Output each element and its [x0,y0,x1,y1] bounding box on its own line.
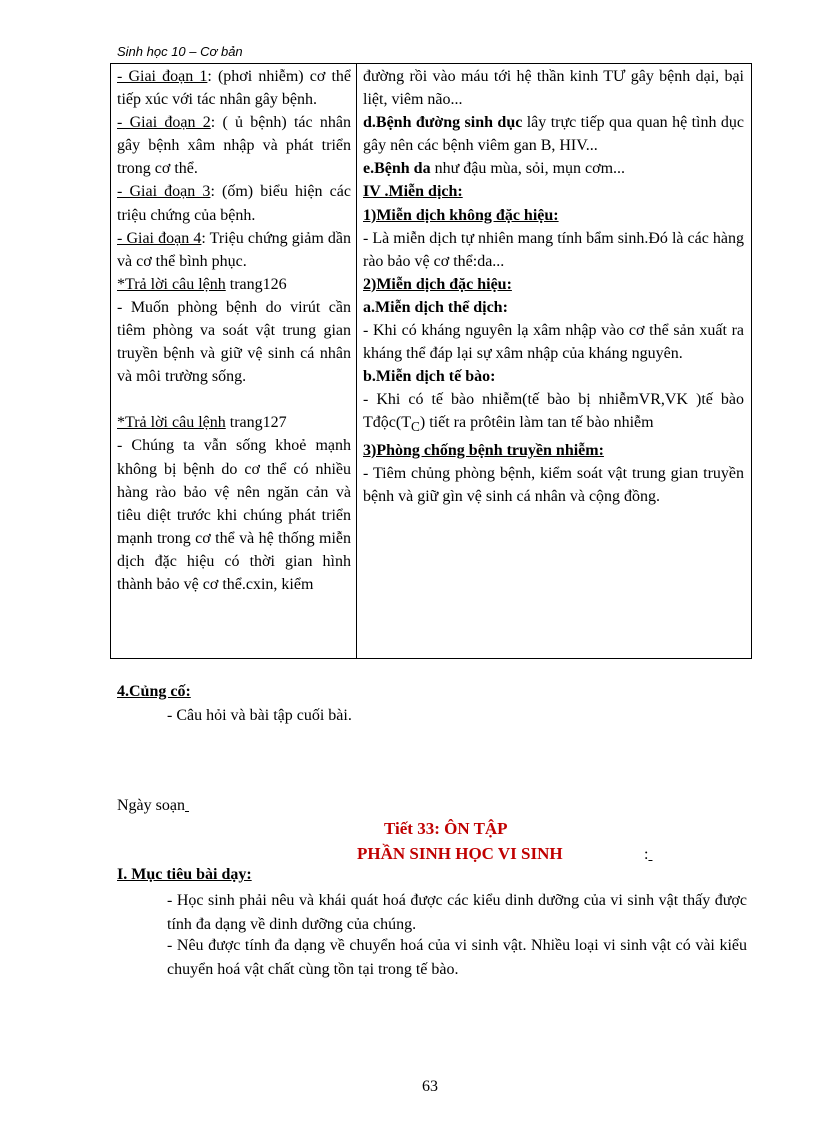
page-header: Sinh học 10 – Cơ bản [117,44,243,59]
stage-2-label: - Giai đoạn 2 [117,114,211,132]
cell-immunity-sub: C [410,419,420,435]
disease-d-text: lây trực tiếp qua quan hệ tình dục gây nên các bệnh viêm gan B, HIV... [363,114,744,155]
answer-1-text: - Muốn phòng bệnh do virút cần tiêm phòng va soát vật trung gian truyền bệnh và giữ vệ sinh cá nhân và môi trường sống. [117,298,351,386]
lesson-colon-text: : [644,846,649,863]
disease-e [363,157,744,180]
stage-3 [117,180,351,226]
answer-1-heading [117,273,351,296]
stage-4 [117,227,351,273]
immunity-heading: IV .Miễn dịch: [363,183,463,201]
stage-1-label: - Giai đoạn 1 [117,68,208,85]
answer-2-text: - Chúng ta vẫn sống khoẻ mạnh không bị bệnh do cơ thể có nhiều hàng rào bảo vệ nên ngăn cản và tiêu diệt trước khi chúng phát triển mạnh trong cơ thể và hệ thống miễn dịch đặc hiệu có thời gian hình thành bảo vệ cơ thể.cxin, kiểm [117,437,351,593]
consolidation-text: - Câu hỏi và bài tập cuối bài. [167,707,352,724]
page-number: 63 [422,1078,438,1095]
prep-date [117,797,189,815]
stage-2 [117,111,351,180]
stage-3-label: - Giai đoạn 3 [117,183,211,201]
cell-immunity-text [363,388,744,438]
disease-d [363,111,744,157]
objectives-para-1: - Học sinh phải nêu và khái quát hoá được các kiểu dinh dưỡng của vi sinh vật thấy được tính đa dạng về dinh dưỡng của chúng. [167,892,747,933]
answer-2-page: trang127 [225,414,287,432]
cell-immunity-text-1: - Khi có tế bào nhiễm(tế bào bị nhiễmVR,VK )tế bào Tđộc(T [363,391,744,432]
stage-3-text: : (ốm) biểu hiện các triệu chứng của bệnh. [117,183,351,224]
cell-immunity-text-2: ) tiết ra prôtêin làm tan tế bào nhiễm [419,414,654,432]
disease-prevention-text: - Tiêm chủng phòng bệnh, kiểm soát vật trung gian truyền bệnh và giữ gìn vệ sinh cá nhân và cộng đồng. [363,464,744,505]
humoral-immunity-heading: a.Miễn dịch thể dịch: [363,298,508,316]
objectives-para-2: - Nêu được tính đa dạng về chuyển hoá của vi sinh vật. Nhiều loại vi sinh vật có vài kiểu chuyển hoá vật chất cùng tồn tại trong tế bào. [167,937,747,978]
specific-immunity-heading: 2)Miễn dịch đặc hiệu: [363,275,512,293]
stage-4-label: - Giai đoạn 4 [117,229,202,247]
nonspecific-immunity-text: - Là miễn dịch tự nhiên mang tính bẩm sinh.Đó là các hàng rào bảo vệ cơ thể:da... [363,229,744,270]
cell-immunity-heading: b.Miễn dịch tế bào: [363,368,496,386]
disease-e-label: e.Bệnh da [363,160,431,178]
answer-1-label: *Trả lời câu lệnh [117,275,226,293]
disease-d-label: d.Bệnh đường sinh dục [363,114,523,132]
disease-e-text: như đậu mùa, sỏi, mụn cơm... [430,160,626,178]
lesson-colon [644,846,652,864]
disease-prevention-heading: 3)Phòng chống bệnh truyền nhiễm: [363,441,604,459]
stage-2-text: : ( ủ bệnh) tác nhân gây bệnh xâm nhập và phát triển trong cơ thể. [117,114,351,178]
stage-4-text: : Triệu chứng giảm dần và cơ thể bình phục. [117,229,352,270]
lesson-title: Tiết 33: ÔN TẬP [384,819,508,838]
consolidation-heading: 4.Củng cố: [117,683,191,700]
nonspecific-immunity-heading: 1)Miễn dịch không đặc hiệu: [363,206,559,224]
answer-2-label: *Trả lời câu lệnh [117,414,226,432]
stage-1-text: : (phơi nhiễm) cơ thể tiếp xúc với tác nhân gây bệnh. [117,68,352,109]
table-right-column [357,64,751,658]
humoral-immunity-text: - Khi có kháng nguyên lạ xâm nhập vào cơ thể sản xuất ra kháng thể đáp lại sự xâm nhập của kháng nguyên. [363,322,744,363]
intro-text: đường rồi vào máu tới hệ thần kinh TƯ gây bệnh dại, bại liệt, viêm não... [363,68,744,109]
content-table [110,63,752,659]
table-left-column [111,64,357,658]
lesson-subtitle: PHẦN SINH HỌC VI SINH [357,844,563,863]
spacer [117,388,351,411]
prep-date-label: Ngày soạn [117,797,185,814]
stage-1 [117,65,351,111]
answer-2-heading [117,411,351,434]
objectives-heading: I. Mục tiêu bài dạy: [117,866,252,883]
answer-1-page: trang126 [225,275,287,293]
